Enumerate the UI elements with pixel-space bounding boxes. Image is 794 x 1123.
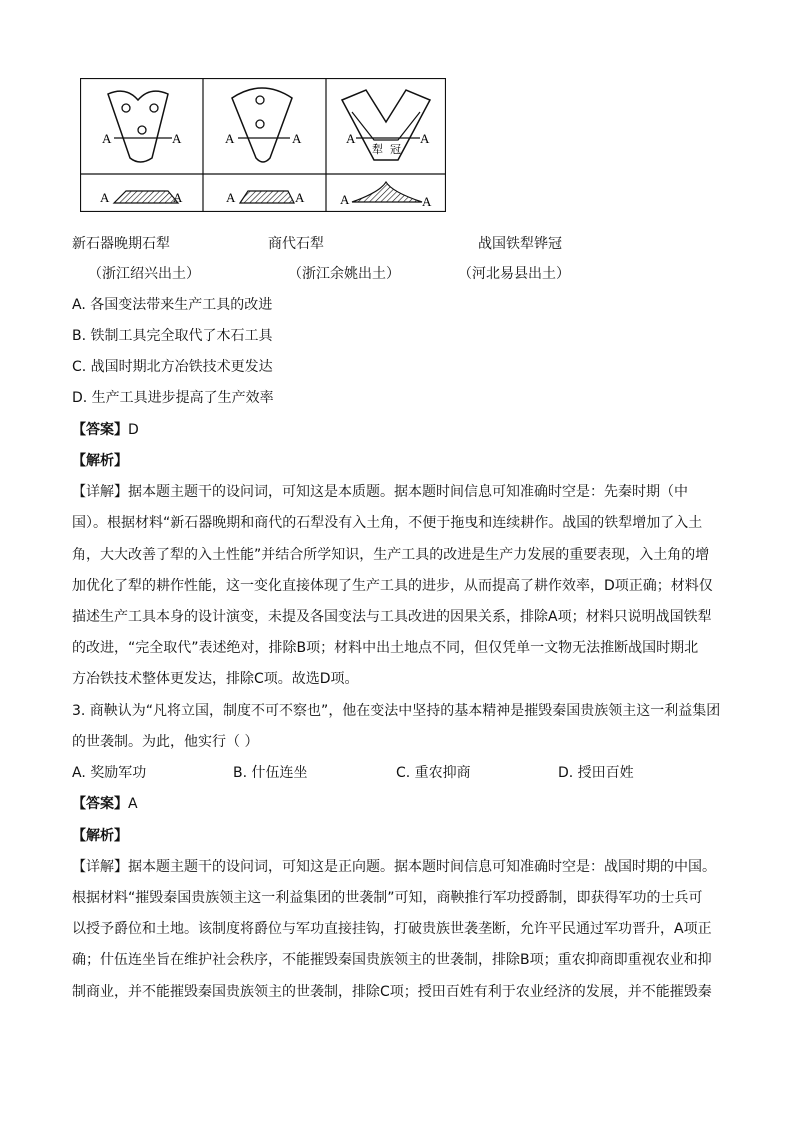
q2-detail-line: 国）。根据材料“新石器晚期和商代的石犁没有入土角，不便于拖曳和连续耕作。战国的铁犁增加了入土: [72, 515, 703, 531]
q2-option-b: B. 铁制工具完全取代了木石工具: [72, 328, 273, 344]
q3-detail-line: 以授予爵位和土地。该制度将爵位与军功直接挂钩，打破贵族世袭垄断，允许平民通过军功晋升，A项正: [72, 921, 712, 937]
neolithic-plough-drawing: [102, 91, 182, 162]
section-label-a: A: [346, 131, 356, 146]
plough-label: 犁: [372, 143, 383, 156]
q3-detail-line: 根据材料“摧毁秦国贵族领主这一利益集团的世袭制”可知，商鞅推行军功授爵制，即获得军功的士兵可: [72, 890, 703, 906]
answer-label: 【答案】: [72, 422, 128, 438]
section-label-a: A: [226, 190, 236, 205]
q3-detail-line: 【详解】据本题主题干的设问词，可知这是正向题。据本题时间信息可知准确时空是：战国时期的中国。: [72, 859, 716, 875]
q2-detail-line: 加优化了犁的耕作性能，这一变化直接体现了生产工具的进步，从而提高了耕作效率，D项正确；材料仅: [72, 578, 713, 594]
section-label-a: A: [173, 190, 183, 205]
answer-label: 【答案】: [72, 796, 128, 812]
section-label-a: A: [422, 194, 432, 209]
q2-detail-line: 描述生产工具本身的设计演变，未提及各国变法与工具改进的因果关系，排除A项；材料只说明战国铁犁: [72, 609, 712, 625]
caption-warring-states-name: 战国铁犁铧冠: [478, 236, 562, 252]
q3-option-c: C. 重农抑商: [396, 765, 471, 781]
section-label-a: A: [102, 131, 112, 146]
q2-detail-line: 的改进，“完全取代”表述绝对，排除B项；材料中出土地点不同，但仅凭单一文物无法推断战国时期北: [72, 640, 699, 656]
q2-option-a: A. 各国变法带来生产工具的改进: [72, 297, 273, 313]
q3-stem-line: 3. 商鞅认为“凡将立国，制度不可不察也”，他在变法中坚持的基本精神是摧毁秦国贵族领主这一利益集团: [72, 703, 721, 719]
q3-detail-line: 确；什伍连坐旨在维护社会秩序，不能摧毁秦国贵族领主的世袭制，排除B项；重农抑商即重视农业和抑: [72, 952, 712, 968]
answer-value: A: [128, 796, 138, 812]
caption-neolithic-origin: （浙江绍兴出土）: [88, 266, 200, 282]
iron-plough-crown-section: [340, 182, 432, 209]
q2-detail-line: 角，大大改善了犁的入土性能”并结合所学知识，生产工具的改进是生产力发展的重要表现，入土角的增: [72, 547, 710, 563]
neolithic-plough-section: [100, 190, 183, 205]
q2-option-c: C. 战国时期北方冶铁技术更发达: [72, 359, 273, 375]
q2-detail-line: 方冶铁技术整体更发达，排除C项。故选D项。: [72, 671, 359, 687]
q2-analysis-label: 【解析】: [72, 453, 128, 469]
plough-figure: [80, 78, 446, 212]
q3-option-b: B. 什伍连坐: [233, 765, 308, 781]
section-label-a: A: [225, 131, 235, 146]
caption-neolithic-name: 新石器晚期石犁: [72, 236, 170, 252]
q3-stem-line: 的世袭制。为此，他实行（ ）: [72, 734, 259, 750]
q3-analysis-label: 【解析】: [72, 828, 128, 844]
q2-option-d: D. 生产工具进步提高了生产效率: [72, 390, 274, 406]
caption-shang-name: 商代石犁: [268, 236, 324, 252]
shang-plough-drawing: [225, 88, 302, 162]
q3-option-d: D. 授田百姓: [558, 765, 634, 781]
q3-option-a: A. 奖励军功: [72, 765, 147, 781]
section-label-a: A: [340, 192, 350, 207]
shang-plough-section: [226, 190, 305, 205]
q2-answer: [72, 420, 139, 440]
iron-plough-crown-drawing: [342, 90, 430, 160]
section-label-a: A: [100, 190, 110, 205]
q3-answer: [72, 794, 138, 814]
section-label-a: A: [292, 131, 302, 146]
answer-value: D: [128, 422, 139, 438]
q2-detail-line: 【详解】据本题主题干的设问词，可知这是本质题。据本题时间信息可知准确时空是：先秦时期（中: [72, 484, 688, 500]
section-label-a: A: [295, 190, 305, 205]
q3-detail-line: 制商业，并不能摧毁秦国贵族领主的世袭制，排除C项；授田百姓有利于农业经济的发展，并不能摧毁秦: [72, 984, 712, 1000]
section-label-a: A: [420, 131, 430, 146]
plough-figure-svg: [80, 78, 446, 212]
caption-warring-states-origin: （河北易县出土）: [458, 266, 570, 282]
crown-label: 冠: [390, 143, 401, 156]
caption-shang-origin: （浙江余姚出土）: [288, 266, 400, 282]
section-label-a: A: [172, 131, 182, 146]
